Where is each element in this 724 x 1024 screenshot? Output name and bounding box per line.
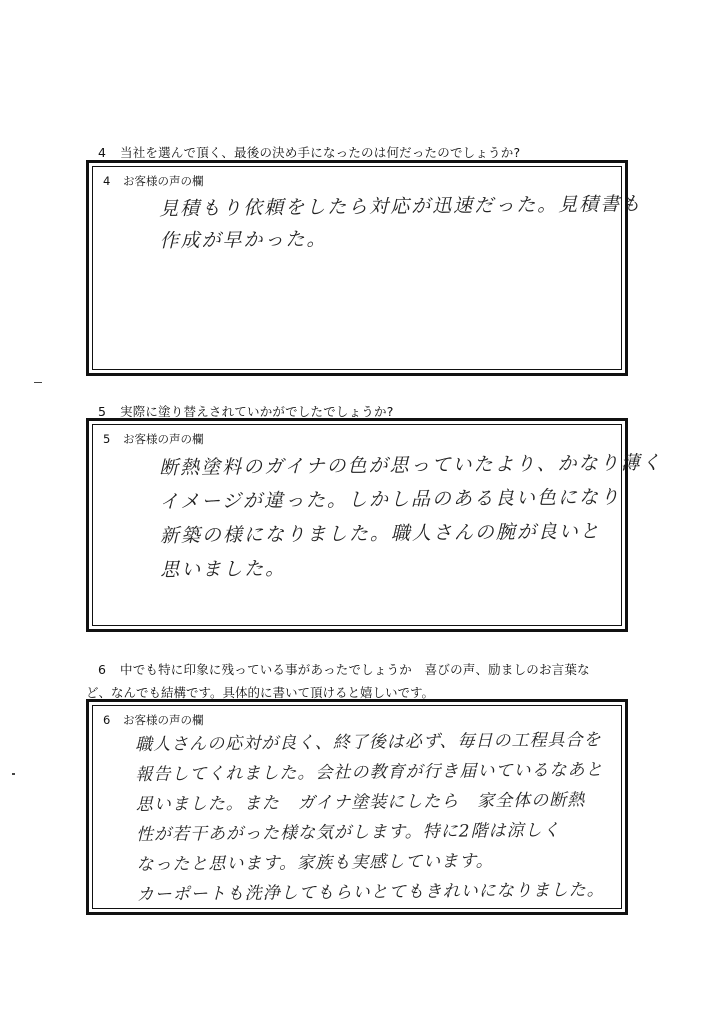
answer-box-4-caption: お客様の声の欄 (123, 174, 204, 188)
question-6-line1 (98, 660, 590, 678)
answer-6-line: 思いました。また ガイナ塗装にしたら 家全体の断熱 (135, 790, 586, 815)
question-5-number: 5 (98, 404, 107, 419)
answer-4-line: 見積もり依頼をしたら対応が迅速だった。見積書も (159, 192, 643, 220)
answer-5-line: イメージが違った。しかし品のある良い色になり (159, 486, 622, 513)
question-4-number: 4 (98, 145, 107, 160)
question-4-text: 当社を選んで頂く、最後の決め手になったのは何だったのでしょうか? (120, 145, 521, 160)
answer-box-5-number: 5 (103, 432, 111, 446)
scan-speck (34, 382, 42, 383)
answer-5-line: 新築の様になりました。職人さんの腕が良いと (159, 520, 601, 547)
answer-box-5-caption: お客様の声の欄 (123, 432, 204, 446)
answer-6-line: なったと思います。家族も実感しています。 (136, 851, 494, 875)
answer-6-line: カーポートも洗浄してもらいとてもきれいになりました。 (136, 880, 605, 905)
answer-4-line: 作成が早かった。 (159, 228, 328, 252)
answer-box-4 (86, 160, 643, 376)
answer-box-4-number: 4 (103, 174, 111, 188)
answer-6-line: 職人さんの応対が良く、終了後は必ず、毎日の工程具合を (135, 730, 602, 755)
answer-box-6-number: 6 (103, 713, 111, 727)
question-6-number: 6 (98, 662, 107, 677)
question-4 (98, 143, 520, 161)
answer-box-6 (86, 699, 628, 915)
answer-6-line: 報告してくれました。会社の教育が行き届いているなあと (135, 760, 604, 785)
answer-5-handwriting (159, 446, 663, 587)
question-5-text: 実際に塗り替えされていかがでしたでしょうか? (120, 404, 394, 419)
answer-4-handwriting (159, 188, 643, 257)
answer-box-4-label (103, 173, 204, 189)
answer-box-6-label (103, 712, 204, 728)
answer-5-line: 断熱塗料のガイナの色が思っていたより、かなり薄く (159, 451, 663, 479)
answer-box-5-label (103, 431, 204, 447)
answer-box-6-caption: お客様の声の欄 (123, 713, 204, 727)
question-6-text-line1: 中でも特に印象に残っている事があったでしょうか 喜びの声、励ましのお言葉な (120, 662, 590, 677)
scan-speck (12, 773, 15, 775)
question-6-text-line2: ど、なんでも結構です。具体的に書いて頂けると嬉しいです。 (86, 685, 435, 700)
answer-6-line: 性が若干あがった様な気がします。特に2階は涼しく (135, 820, 561, 845)
answer-box-5 (86, 418, 663, 632)
answer-5-line: 思いました。 (160, 557, 287, 581)
answer-6-handwriting (135, 725, 613, 910)
